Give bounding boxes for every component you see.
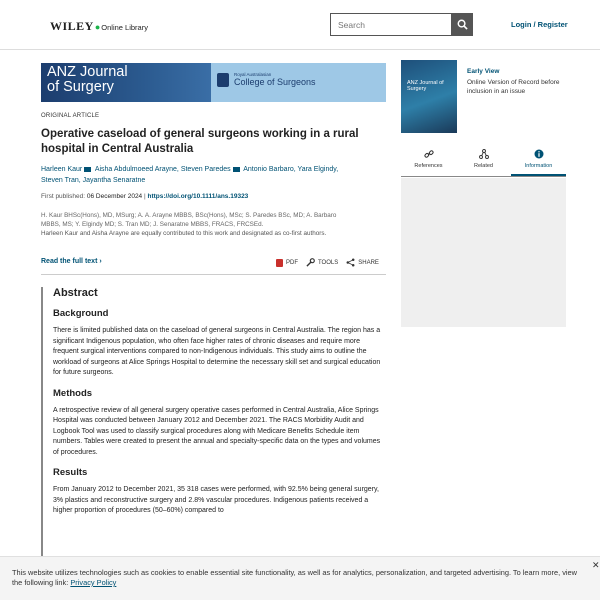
privacy-policy-link[interactable]: Privacy Policy [70,578,117,587]
credentials-line1: H. Kaur BHSc(Hons), MD, MSurg; A. A. Arayne MBBS, BSc(Hons), MSc; S. Paredes BSc, MD; A. Barbaro [41,212,337,219]
network-icon [479,149,489,159]
journal-title-line2: of Surgery [47,79,114,95]
email-icon[interactable] [84,167,91,172]
pdf-label: PDF [286,259,298,266]
author-link[interactable]: Aisha Abdulmoeed Arayne, Steven Paredes [94,166,231,173]
search-input[interactable] [331,14,451,35]
author-credentials [41,211,386,229]
journal-cover-image[interactable] [401,60,457,133]
section-divider [41,274,386,275]
logo-dot-icon: ● [94,22,101,32]
chevron-right-icon: › [99,258,102,265]
first-published-date: 06 December 2024 [86,193,143,200]
search-field-wrapper [330,13,452,36]
college-banner-area [211,63,386,102]
pdf-icon [276,259,283,267]
cookie-banner [0,556,600,600]
author-list [41,165,361,186]
email-icon[interactable] [233,167,240,172]
wrench-icon [306,258,315,267]
credentials-line2: MBBS, MS; Y. Elgindy MD; S. Tran MD; J. Senaratne MBBS, FRACS, FRCSEd. [41,221,264,228]
early-view-link[interactable]: Early View [467,68,500,75]
cookie-message [12,568,587,588]
search-icon [457,19,468,30]
tab-related[interactable] [456,147,511,176]
journal-banner[interactable] [41,63,386,102]
pdf-button[interactable] [276,259,298,267]
sidebar-tabs [401,147,566,177]
abstract-paragraph-results: From January 2012 to December 2021, 35 318 cases were performed, with 92.5% being general surgery, 3% plastics and reconstructive surgery and 2.8% vascular procedures. Indigenous patients received a higher proportion of procedures (50–60%) compared to [53,486,379,514]
separator: | [144,193,148,200]
share-button[interactable] [346,258,379,267]
cover-title: ANZ Journal of Surgery [407,80,444,92]
tab-related-label: Related [474,163,493,169]
login-register-link[interactable]: Login / Register [511,20,568,29]
equal-contribution-note: Harleen Kaur and Aisha Arayne are equally contributed to this work and designated as co-first authors. [41,230,327,237]
article-title: Operative caseload of general surgeons working in a rural hospital in Central Australia [41,128,359,155]
first-published-label: First published: [41,193,86,200]
share-label: SHARE [358,259,379,266]
publication-info [41,193,248,200]
article-tools [276,258,379,267]
abstract-subheading-background: Background [53,308,109,319]
journal-title [47,65,128,95]
college-crest-icon [217,73,229,87]
tab-information-label: Information [524,163,553,169]
article-type: ORIGINAL ARTICLE [41,113,100,119]
read-full-text-label: Read the full text [41,258,98,265]
author-link[interactable]: Antonio Barbaro, Yara Elgindy, [243,166,339,173]
journal-title-line1: ANZ Journal [47,64,128,80]
site-header [0,0,600,50]
information-panel [401,178,566,327]
share-icon [346,258,355,267]
abstract-section [41,287,386,600]
link-icon [424,149,434,159]
early-view-description: Online Version of Record before inclusion in an issue [467,79,560,95]
tools-label: TOOLS [318,259,339,266]
doi-link[interactable]: https://doi.org/10.1111/ans.19323 [147,193,249,200]
wiley-logo[interactable] [50,19,148,34]
college-logo [217,72,316,87]
tools-button[interactable] [306,258,338,267]
abstract-subheading-methods: Methods [53,387,93,399]
tab-references[interactable] [401,147,456,176]
logo-wordmark: WILEY [50,19,94,33]
tab-information[interactable] [511,147,566,176]
college-small-label: Royal Australasian [234,72,272,77]
abstract-paragraph-background: There is limited published data on the caseload of general surgeons in Central Australia. The region has a significant Indigenous population, who often face higher rates of chronic diseases and require more frequent surgical interventions compared to non-Indigenous individuals. This study aims to outline the workload of surgeons at Alice Springs Hospital to determine the necessary skill set and surgical education for future surgeons. [53,327,381,376]
cookie-message-text: This website utilizes technologies such as cookies to enable essential site functionality, as well as for analytics, personalization, and targeted advertising. To learn more, view the following link: [12,568,577,587]
close-icon[interactable]: ✕ [592,560,600,570]
journal-banner-title-area [41,63,211,102]
logo-subtitle: Online Library [101,23,148,32]
author-link[interactable]: Steven Tran, Jayantha Senaratne [41,176,146,184]
search-button[interactable] [452,13,473,36]
author-link[interactable]: Harleen Kaur [41,166,83,173]
tab-references-label: References [414,163,443,169]
college-name: College of Surgeons [234,77,316,87]
read-full-text-link[interactable] [41,258,102,265]
info-icon [534,149,544,159]
abstract-heading: Abstract [53,287,98,299]
abstract-subheading-results: Results [53,467,88,478]
abstract-paragraph-methods: A retrospective review of all general surgery operative cases performed in Central Australia, Alice Springs Hospital was conducted between January 2012 and December 2021. The RACS Morbidity Audit and Logbook Tool was used to classify surgical procedures along with Medicare Benefits Schedule item numbers. Tables were created to present the annual and specialty-specific data on the types and volumes of procedures. [53,406,381,456]
